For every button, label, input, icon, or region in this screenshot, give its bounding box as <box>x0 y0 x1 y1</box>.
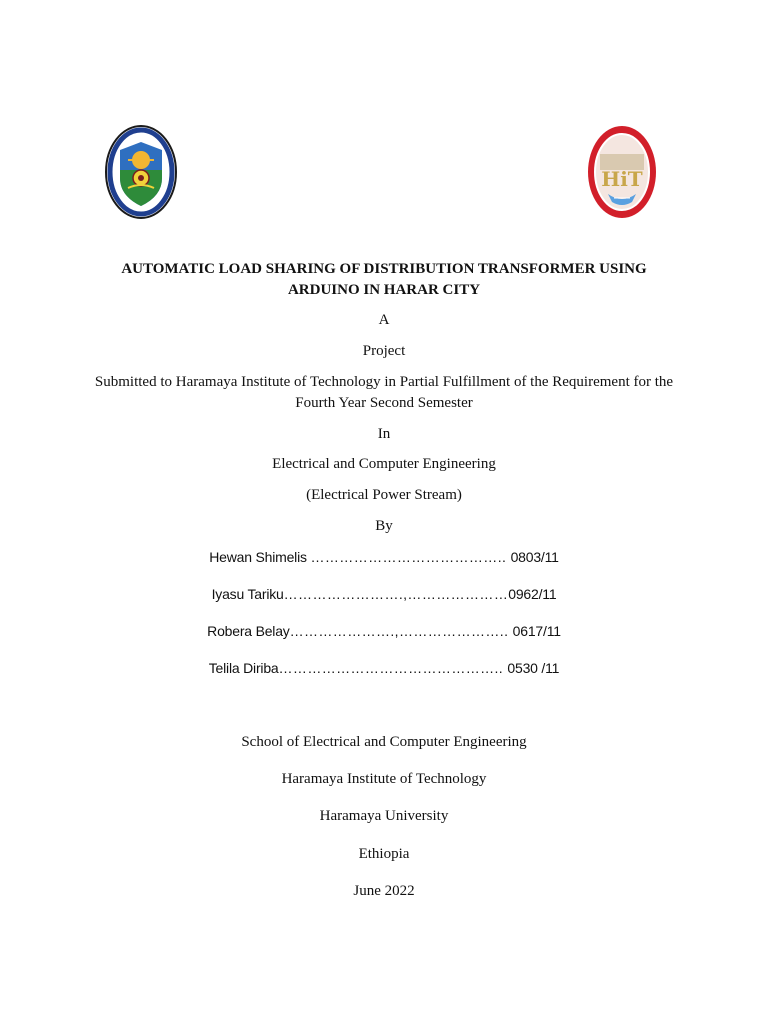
author-row <box>0 621 768 641</box>
author-row <box>0 584 768 604</box>
author-name: Robera Belay <box>207 623 290 639</box>
author-id: 0962/11 <box>508 586 557 602</box>
project-label: Project <box>362 343 406 359</box>
author-id: 0803/11 <box>510 549 559 565</box>
haramaya-university-seal-icon <box>104 124 178 220</box>
project-title-line-2: ARDUINO IN HARAR CITY <box>287 282 481 298</box>
by-label: By <box>375 518 393 534</box>
stream-name: (Electrical Power Stream) <box>306 487 462 503</box>
author-name: Hewan Shimelis <box>209 549 311 565</box>
article-a: A <box>378 312 390 328</box>
submission-statement-line-2: Fourth Year Second Semester <box>295 395 473 411</box>
leader-dots: ………………………………….. <box>310 549 511 565</box>
in-label: In <box>377 426 391 442</box>
author-id: 0617/11 <box>512 623 561 639</box>
leader-dots: ………………….,………………….. <box>289 623 513 639</box>
university-name: Haramaya University <box>319 808 449 824</box>
author-name: Iyasu Tariku <box>211 586 284 602</box>
school-name: School of Electrical and Computer Engineering <box>241 734 527 750</box>
country-name: Ethiopia <box>358 846 410 862</box>
author-id: 0530 /11 <box>507 660 560 676</box>
department-name: Electrical and Computer Engineering <box>272 456 496 472</box>
submission-date: June 2022 <box>353 883 415 899</box>
institute-name: Haramaya Institute of Technology <box>281 771 487 787</box>
submission-statement-line-1: Submitted to Haramaya Institute of Technology in Partial Fulfillment of the Requirement for the <box>94 374 674 390</box>
author-row <box>0 547 768 567</box>
author-name: Telila Diriba <box>208 660 279 676</box>
hit-institute-seal-icon <box>586 124 658 220</box>
project-title-line-1: AUTOMATIC LOAD SHARING OF DISTRIBUTION TRANSFORMER USING <box>121 261 647 277</box>
leader-dots: …………………….,………………… <box>283 586 509 602</box>
author-row <box>0 658 768 678</box>
leader-dots: ……………………………………….. <box>278 660 508 676</box>
svg-text:HiT: HiT <box>601 167 643 191</box>
